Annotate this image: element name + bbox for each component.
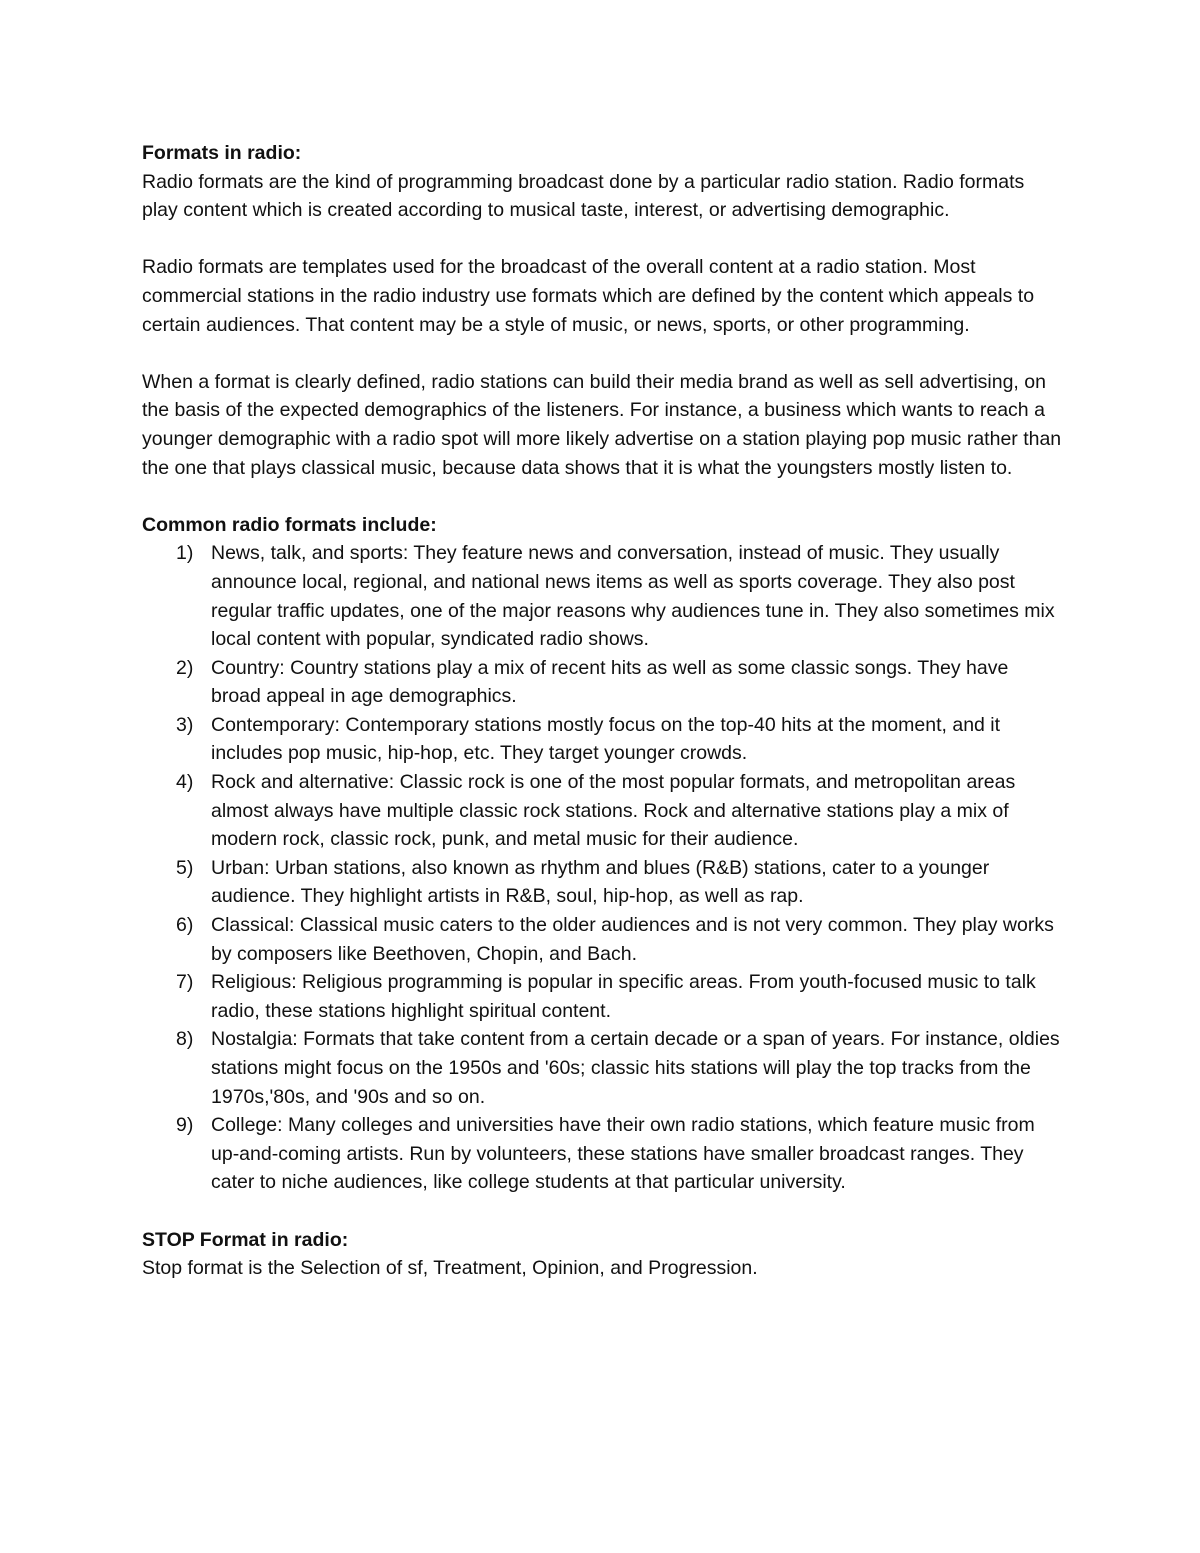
list-item-text: Nostalgia: Formats that take content from a certain decade or a span of years. For instance, oldies stations might focus on the 1950s and '60s; classic hits stations will play the top tracks from the 1970s,'80s, and '90s and so on.	[211, 1028, 1060, 1108]
list-item	[142, 1025, 1062, 1111]
list-item-text: Religious: Religious programming is popular in specific areas. From youth-focused music to talk radio, these stations highlight spiritual content.	[211, 971, 1036, 1022]
list-item	[142, 854, 1062, 911]
heading-formats-in-radio: Formats in radio:	[142, 142, 302, 164]
list-item-text: Country: Country stations play a mix of recent hits as well as some classic songs. They have broad appeal in age demographics.	[211, 656, 1009, 708]
list-item-text: News, talk, and sports: They feature news and conversation, instead of music. They usually announce local, regional, and national news items as well as sports coverage. They also post regular traffic updates, one of the major reasons why audiences tune in. They also sometimes mix local content with popular, syndicated radio shows.	[211, 542, 1055, 651]
list-item	[142, 911, 1062, 968]
list-item	[142, 654, 1062, 711]
list-item	[142, 539, 1062, 653]
list-item-number: 9)	[176, 1114, 194, 1137]
heading-stop-format: STOP Format in radio:	[142, 1228, 349, 1251]
list-item-number: 5)	[176, 856, 194, 879]
list-item-number: 8)	[176, 1028, 194, 1051]
list-item-text: Urban: Urban stations, also known as rhythm and blues (R&B) stations, cater to a younger audience. They highlight artists in R&B, soul, hip-hop, as well as rap.	[211, 856, 990, 908]
heading-common-radio-formats: Common radio formats include:	[142, 513, 437, 536]
spacer	[142, 1197, 1062, 1226]
paragraph-radio-formats-templates: Radio formats are templates used for the broadcast of the overall content at a radio station. Most commercial stations in the radio industry use formats which are defined by the content which appeals to certain audiences. That content may be a style of music, or news, sports, or other programming.	[142, 256, 1035, 336]
list-item	[142, 968, 1062, 1025]
spacer	[142, 482, 1062, 511]
list-item-number: 7)	[176, 971, 194, 994]
list-item-number: 2)	[176, 656, 194, 679]
paragraph-stop-format: Stop format is the Selection of sf, Treatment, Opinion, and Progression.	[142, 1257, 758, 1280]
list-item-number: 3)	[176, 713, 194, 736]
list-item-text: Rock and alternative: Classic rock is one of the most popular formats, and metropolitan areas almost always have multiple classic rock stations. Rock and alternative stations play a mix of modern rock, classic rock, punk, and metal music for their audience.	[211, 771, 1016, 851]
list-item-text: College: Many colleges and universities have their own radio stations, which feature music from up-and-coming artists. Run by volunteers, these stations have smaller broadcast ranges. They cater to niche audiences, like college students at that particular university.	[211, 1114, 1035, 1194]
list-item-number: 6)	[176, 914, 194, 937]
paragraph-radio-formats-definition: Radio formats are the kind of programming broadcast done by a particular radio station. Radio formats play content which is created according to musical taste, interest, or advertising demographic.	[142, 170, 1025, 222]
paragraph-format-clearly-defined: When a format is clearly defined, radio stations can build their media brand as well as sell advertising, on the basis of the expected demographics of the listeners. For instance, a business which wants to reach a younger demographic with a radio spot will more likely advertise on a station playing pop music rather than the one that plays classical music, because data shows that it is what the youngsters mostly listen to.	[142, 370, 1062, 479]
list-item-text: Contemporary: Contemporary stations mostly focus on the top-40 hits at the moment, and it includes pop music, hip-hop, etc. They target younger crowds.	[211, 713, 1001, 765]
list-item-number: 4)	[176, 771, 194, 794]
spacer	[142, 225, 1062, 254]
list-item-number: 1)	[176, 542, 194, 565]
radio-formats-list	[142, 539, 1062, 1197]
list-item	[142, 768, 1062, 854]
document-page	[142, 139, 1062, 1283]
list-item	[142, 711, 1062, 768]
list-item-text: Classical: Classical music caters to the older audiences and is not very common. They play works by composers like Beethoven, Chopin, and Bach.	[211, 914, 1054, 965]
spacer	[142, 339, 1062, 368]
list-item	[142, 1111, 1062, 1197]
